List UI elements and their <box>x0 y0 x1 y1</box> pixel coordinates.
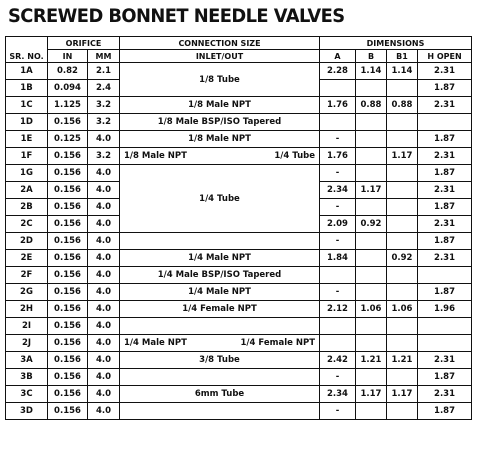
orifice-mm-cell: 4.0 <box>88 199 120 216</box>
dimension-b1-cell <box>387 165 418 182</box>
dimension-a-cell: 1.76 <box>320 97 356 114</box>
orifice-mm-cell: 4.0 <box>88 386 120 403</box>
connection-cell: 1/8 Male NPT <box>120 97 320 114</box>
orifice-in-cell: 0.156 <box>48 148 88 165</box>
table-row <box>6 318 472 335</box>
table-row <box>6 335 472 352</box>
header-mm: MM <box>88 50 120 63</box>
h-open-cell: 2.31 <box>418 97 472 114</box>
connection-outlet-label: 1/4 Tube <box>274 151 315 161</box>
sr-no-cell: 2F <box>6 267 48 284</box>
orifice-mm-cell: 3.2 <box>88 114 120 131</box>
dimension-b-cell <box>356 80 387 97</box>
orifice-mm-cell: 4.0 <box>88 335 120 352</box>
dimension-b1-cell <box>387 199 418 216</box>
dimension-b-cell: 1.21 <box>356 352 387 369</box>
connection-inlet-label: 1/4 Male NPT <box>124 338 187 348</box>
dimension-b-cell <box>356 318 387 335</box>
table-row <box>6 165 472 182</box>
dimension-a-cell: 2.34 <box>320 386 356 403</box>
dimension-a-cell: 2.09 <box>320 216 356 233</box>
header-in: IN <box>48 50 88 63</box>
dimension-a-cell: - <box>320 199 356 216</box>
dimension-b-cell: 1.17 <box>356 182 387 199</box>
dimension-a-cell: - <box>320 131 356 148</box>
orifice-mm-cell: 2.4 <box>88 80 120 97</box>
dimension-a-cell <box>320 267 356 284</box>
sr-no-cell: 3A <box>6 352 48 369</box>
dimension-a-cell <box>320 318 356 335</box>
table-row <box>6 301 472 318</box>
dimension-b1-cell: 0.92 <box>387 250 418 267</box>
sr-no-cell: 1F <box>6 148 48 165</box>
dimension-a-cell: - <box>320 403 356 420</box>
dimension-a-cell: 2.12 <box>320 301 356 318</box>
table-row <box>6 131 472 148</box>
orifice-mm-cell: 4.0 <box>88 233 120 250</box>
orifice-mm-cell: 4.0 <box>88 165 120 182</box>
header-row-2 <box>6 50 472 63</box>
orifice-mm-cell: 2.1 <box>88 63 120 80</box>
orifice-mm-cell: 4.0 <box>88 352 120 369</box>
h-open-cell <box>418 335 472 352</box>
connection-cell: 1/8 Male NPT <box>120 131 320 148</box>
dimension-b1-cell <box>387 131 418 148</box>
orifice-mm-cell: 4.0 <box>88 250 120 267</box>
orifice-in-cell: 0.82 <box>48 63 88 80</box>
header-b1: B1 <box>387 50 418 63</box>
dimension-b1-cell: 1.21 <box>387 352 418 369</box>
orifice-mm-cell: 4.0 <box>88 182 120 199</box>
sr-no-cell: 2J <box>6 335 48 352</box>
h-open-cell: 2.31 <box>418 148 472 165</box>
connection-inlet-label: 1/8 Male NPT <box>124 151 187 161</box>
dimension-b-cell <box>356 165 387 182</box>
dimension-b1-cell <box>387 233 418 250</box>
connection-cell: 1/8 Tube <box>120 63 320 97</box>
connection-cell <box>120 369 320 386</box>
table-row <box>6 97 472 114</box>
orifice-mm-cell: 3.2 <box>88 148 120 165</box>
h-open-cell: 1.87 <box>418 233 472 250</box>
connection-cell <box>120 403 320 420</box>
orifice-mm-cell: 4.0 <box>88 318 120 335</box>
table-row <box>6 352 472 369</box>
dimension-a-cell: 1.76 <box>320 148 356 165</box>
orifice-mm-cell: 4.0 <box>88 301 120 318</box>
header-inlet-out: INLET/OUT <box>120 50 320 63</box>
dimension-b1-cell <box>387 114 418 131</box>
h-open-cell: 1.87 <box>418 199 472 216</box>
h-open-cell <box>418 114 472 131</box>
table-row <box>6 284 472 301</box>
orifice-in-cell: 0.156 <box>48 216 88 233</box>
dimension-b1-cell <box>387 318 418 335</box>
connection-cell: 1/4 Male NPT <box>120 250 320 267</box>
dimension-a-cell: 2.28 <box>320 63 356 80</box>
orifice-mm-cell: 3.2 <box>88 97 120 114</box>
sr-no-cell: 1C <box>6 97 48 114</box>
h-open-cell: 1.87 <box>418 131 472 148</box>
header-sr-no: SR. NO. <box>6 37 48 63</box>
sr-no-cell: 3D <box>6 403 48 420</box>
table-row <box>6 369 472 386</box>
connection-cell: 3/8 Tube <box>120 352 320 369</box>
dimension-b-cell <box>356 199 387 216</box>
h-open-cell: 2.31 <box>418 386 472 403</box>
header-dimensions: DIMENSIONS <box>320 37 472 50</box>
orifice-in-cell: 0.156 <box>48 284 88 301</box>
header-b: B <box>356 50 387 63</box>
sr-no-cell: 2B <box>6 199 48 216</box>
dimension-b1-cell <box>387 403 418 420</box>
header-orifice: ORIFICE <box>48 37 120 50</box>
h-open-cell: 1.87 <box>418 165 472 182</box>
orifice-in-cell: 0.156 <box>48 114 88 131</box>
h-open-cell: 2.31 <box>418 250 472 267</box>
dimension-b-cell <box>356 148 387 165</box>
sr-no-cell: 1D <box>6 114 48 131</box>
dimension-a-cell: - <box>320 233 356 250</box>
orifice-in-cell: 0.156 <box>48 250 88 267</box>
dimension-b1-cell <box>387 182 418 199</box>
connection-cell: 1/4 Female NPT <box>120 301 320 318</box>
dimension-a-cell: 2.42 <box>320 352 356 369</box>
dimension-a-cell <box>320 335 356 352</box>
orifice-in-cell: 0.156 <box>48 267 88 284</box>
dimension-b1-cell: 0.88 <box>387 97 418 114</box>
connection-cell <box>120 148 320 165</box>
dimension-b1-cell: 1.06 <box>387 301 418 318</box>
dimension-b-cell <box>356 131 387 148</box>
orifice-mm-cell: 4.0 <box>88 403 120 420</box>
sr-no-cell: 1E <box>6 131 48 148</box>
dimension-b-cell: 1.17 <box>356 386 387 403</box>
connection-cell <box>120 233 320 250</box>
sr-no-cell: 2A <box>6 182 48 199</box>
table-row <box>6 148 472 165</box>
dimension-b-cell <box>356 114 387 131</box>
spec-table-body <box>6 63 472 420</box>
orifice-in-cell: 1.125 <box>48 97 88 114</box>
dimension-b-cell: 0.88 <box>356 97 387 114</box>
dimension-b-cell <box>356 233 387 250</box>
sr-no-cell: 1B <box>6 80 48 97</box>
dimension-b-cell <box>356 250 387 267</box>
dimension-b1-cell <box>387 284 418 301</box>
dimension-b1-cell: 1.14 <box>387 63 418 80</box>
dimension-a-cell: - <box>320 369 356 386</box>
connection-cell: 1/4 Tube <box>120 165 320 233</box>
dimension-a-cell <box>320 114 356 131</box>
orifice-in-cell: 0.156 <box>48 403 88 420</box>
orifice-in-cell: 0.156 <box>48 352 88 369</box>
orifice-in-cell: 0.156 <box>48 335 88 352</box>
connection-cell: 1/8 Male BSP/ISO Tapered <box>120 114 320 131</box>
h-open-cell: 2.31 <box>418 352 472 369</box>
dimension-b-cell <box>356 403 387 420</box>
h-open-cell: 1.96 <box>418 301 472 318</box>
header-h-open: H OPEN <box>418 50 472 63</box>
sr-no-cell: 1G <box>6 165 48 182</box>
sr-no-cell: 3C <box>6 386 48 403</box>
orifice-mm-cell: 4.0 <box>88 284 120 301</box>
orifice-in-cell: 0.156 <box>48 318 88 335</box>
h-open-cell: 1.87 <box>418 80 472 97</box>
table-row <box>6 403 472 420</box>
connection-cell <box>120 318 320 335</box>
header-a: A <box>320 50 356 63</box>
orifice-mm-cell: 4.0 <box>88 267 120 284</box>
connection-cell: 1/4 Male BSP/ISO Tapered <box>120 267 320 284</box>
dimension-b-cell <box>356 335 387 352</box>
dimension-b-cell: 1.06 <box>356 301 387 318</box>
orifice-in-cell: 0.156 <box>48 301 88 318</box>
sr-no-cell: 2D <box>6 233 48 250</box>
table-row <box>6 63 472 80</box>
orifice-mm-cell: 4.0 <box>88 369 120 386</box>
sr-no-cell: 2I <box>6 318 48 335</box>
table-row <box>6 114 472 131</box>
dimension-b1-cell <box>387 335 418 352</box>
h-open-cell <box>418 267 472 284</box>
orifice-in-cell: 0.125 <box>48 131 88 148</box>
valve-spec-table <box>5 36 472 420</box>
sr-no-cell: 2H <box>6 301 48 318</box>
dimension-a-cell <box>320 80 356 97</box>
dimension-b-cell <box>356 284 387 301</box>
h-open-cell: 2.31 <box>418 63 472 80</box>
sr-no-cell: 2G <box>6 284 48 301</box>
dimension-b1-cell <box>387 369 418 386</box>
orifice-in-cell: 0.156 <box>48 386 88 403</box>
h-open-cell: 1.87 <box>418 284 472 301</box>
orifice-in-cell: 0.156 <box>48 165 88 182</box>
h-open-cell: 1.87 <box>418 369 472 386</box>
dimension-b1-cell: 1.17 <box>387 386 418 403</box>
sr-no-cell: 1A <box>6 63 48 80</box>
dimension-a-cell: 1.84 <box>320 250 356 267</box>
sr-no-cell: 2E <box>6 250 48 267</box>
h-open-cell: 2.31 <box>418 216 472 233</box>
dimension-b1-cell: 1.17 <box>387 148 418 165</box>
connection-cell: 1/4 Male NPT <box>120 284 320 301</box>
page-title: SCREWED BONNET NEEDLE VALVES <box>8 5 345 27</box>
sr-no-cell: 2C <box>6 216 48 233</box>
h-open-cell: 2.31 <box>418 182 472 199</box>
table-row <box>6 267 472 284</box>
dimension-b-cell <box>356 267 387 284</box>
dimension-b-cell <box>356 369 387 386</box>
h-open-cell <box>418 318 472 335</box>
table-row <box>6 233 472 250</box>
dimension-b1-cell <box>387 267 418 284</box>
header-row-1 <box>6 37 472 50</box>
dimension-b1-cell <box>387 216 418 233</box>
table-row <box>6 386 472 403</box>
orifice-in-cell: 0.156 <box>48 199 88 216</box>
header-connection-size: CONNECTION SIZE <box>120 37 320 50</box>
connection-outlet-label: 1/4 Female NPT <box>240 338 315 348</box>
dimension-a-cell: 2.34 <box>320 182 356 199</box>
orifice-mm-cell: 4.0 <box>88 216 120 233</box>
sr-no-cell: 3B <box>6 369 48 386</box>
connection-cell: 6mm Tube <box>120 386 320 403</box>
dimension-b-cell: 1.14 <box>356 63 387 80</box>
dimension-b-cell: 0.92 <box>356 216 387 233</box>
orifice-in-cell: 0.156 <box>48 182 88 199</box>
table-row <box>6 250 472 267</box>
connection-cell <box>120 335 320 352</box>
orifice-in-cell: 0.156 <box>48 369 88 386</box>
orifice-in-cell: 0.156 <box>48 233 88 250</box>
dimension-b1-cell <box>387 80 418 97</box>
orifice-in-cell: 0.094 <box>48 80 88 97</box>
h-open-cell: 1.87 <box>418 403 472 420</box>
dimension-a-cell: - <box>320 284 356 301</box>
dimension-a-cell: - <box>320 165 356 182</box>
orifice-mm-cell: 4.0 <box>88 131 120 148</box>
